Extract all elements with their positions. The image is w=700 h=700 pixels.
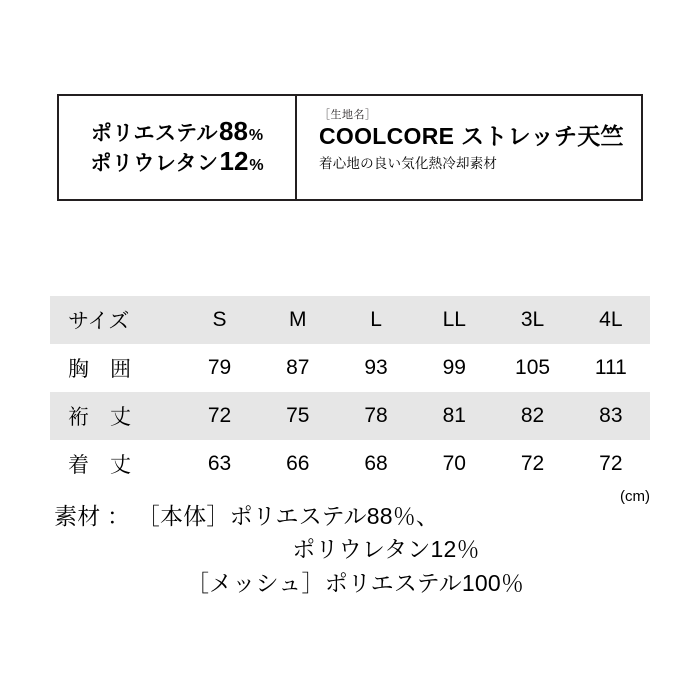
material-note-line-3: ［メッシュ］ポリエステル100％ — [185, 569, 525, 596]
row-label: 着 丈 — [68, 454, 131, 477]
blend-material-unit: % — [249, 156, 264, 174]
column-header-size: サイズ — [68, 310, 130, 333]
fabric-description: 着心地の良い気化熱冷却素材 — [319, 156, 498, 172]
cell-value: 72 — [207, 404, 232, 427]
fabric-info-box — [297, 96, 641, 199]
table-header-row — [50, 296, 650, 344]
cell-value: 81 — [442, 404, 466, 427]
material-note — [50, 500, 650, 600]
blend-material-name: ポリウレタン — [90, 151, 219, 175]
column-header-m: M — [289, 308, 307, 331]
blend-material-unit: % — [248, 126, 264, 144]
cell-value: 79 — [207, 356, 232, 379]
column-header-4l: 4L — [599, 308, 623, 331]
cell-value: 82 — [520, 404, 545, 427]
blend-material-value: 88 — [218, 115, 248, 146]
fabric-name: COOLCORE ストレッチ天竺 — [319, 123, 624, 149]
blend-material-value: 12 — [219, 145, 249, 176]
size-table — [50, 296, 650, 488]
row-label: 裄 丈 — [68, 406, 131, 429]
table-row — [50, 440, 650, 488]
cell-value: 78 — [364, 404, 388, 427]
material-note-line-1: 素材 ： ［本体］ポリエステル88％、 — [54, 503, 440, 529]
cell-value: 72 — [599, 452, 623, 475]
material-banner — [57, 94, 643, 201]
material-note-line-2: ポリウレタン12％ — [292, 536, 480, 563]
row-label: 胸 囲 — [68, 358, 131, 381]
measurement-unit: (cm) — [620, 488, 650, 505]
column-header-3l: 3L — [520, 308, 545, 331]
cell-value: 93 — [364, 356, 388, 379]
column-header-s: S — [212, 308, 227, 331]
cell-value: 68 — [364, 452, 388, 475]
cell-value: 111 — [594, 356, 627, 379]
cell-value: 75 — [286, 404, 310, 427]
cell-value: 66 — [286, 452, 310, 475]
cell-value: 72 — [520, 452, 545, 475]
cell-value: 70 — [442, 452, 466, 475]
cell-value: 83 — [599, 404, 623, 427]
cell-value: 63 — [207, 452, 232, 475]
blend-material-name: ポリエステル — [90, 121, 218, 145]
cell-value: 99 — [442, 356, 466, 379]
column-header-l: L — [370, 308, 382, 331]
cell-value: 105 — [515, 356, 551, 379]
column-header-ll: LL — [442, 308, 466, 331]
fabric-label: ［生地名］ — [319, 109, 377, 121]
blend-ratio-box — [59, 96, 297, 199]
blend-line — [90, 147, 263, 177]
cell-value: 87 — [286, 356, 310, 379]
table-row — [50, 344, 650, 392]
blend-line — [91, 117, 263, 147]
table-row — [50, 392, 650, 440]
